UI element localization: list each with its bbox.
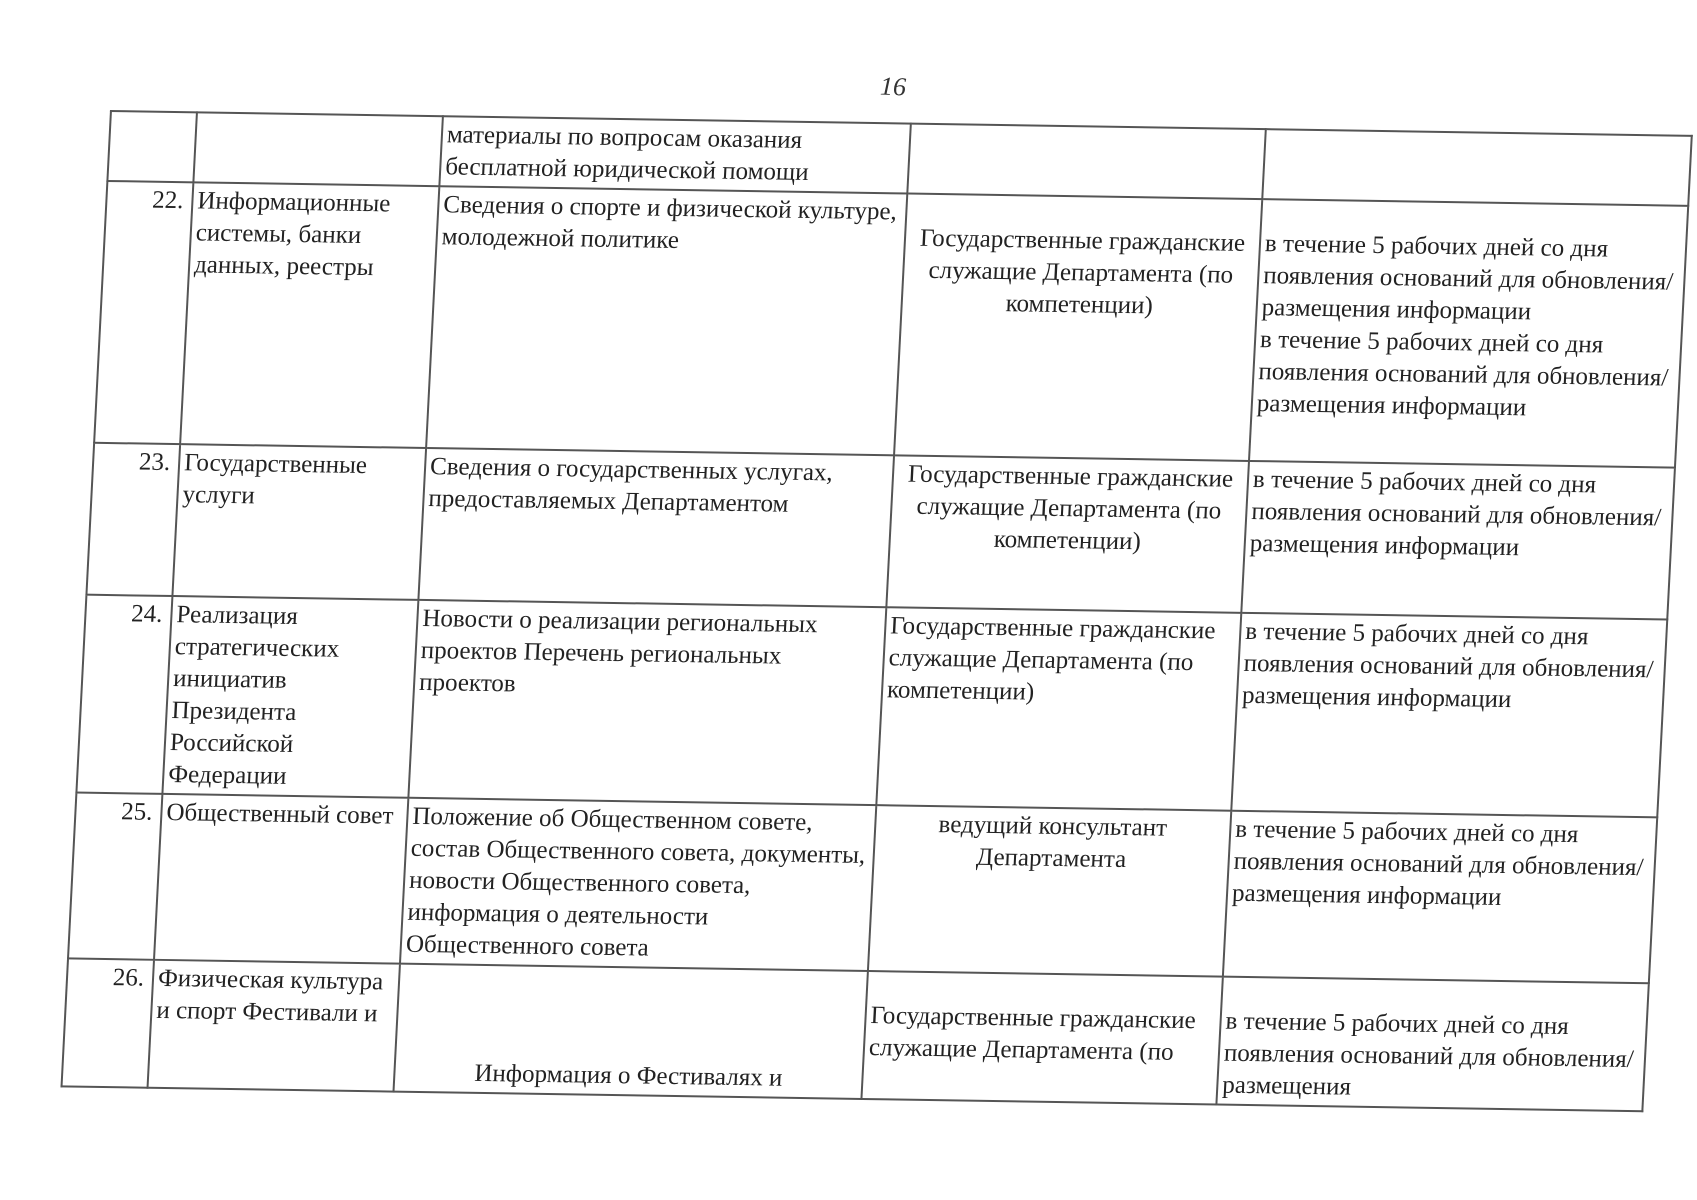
content-line: материалы по вопросам оказания [446, 121, 803, 154]
cell-section: Информационные системы, банки данных, реестры [180, 182, 439, 448]
cell-term [1241, 461, 1675, 620]
cell-responsible: Государственные гражданские служащие Департамента (по компетенции) [876, 607, 1241, 810]
cell-responsible: Государственные гражданские служащие Департамента (по [861, 971, 1222, 1104]
table-row [62, 958, 1649, 1111]
content-line: бесплатной юридической помощи [444, 153, 810, 186]
cell-responsible [907, 124, 1265, 200]
cell-section: Реализация стратегических инициатив Президента Российской Федерации [162, 596, 418, 798]
cell-term [1231, 613, 1667, 818]
page-number: 16 [879, 71, 907, 102]
term-text: в течение 5 рабочих дней со дня появления оснований для обновления/размещения информации [1231, 815, 1645, 911]
document-table [60, 110, 1692, 1112]
cell-section: Физическая культура и спорт Фестивали и [148, 960, 400, 1092]
table-row [68, 793, 1657, 984]
table-row [86, 443, 1674, 620]
cell-number: 22. [94, 181, 193, 444]
term-text: в течение 5 рабочих дней со дня появления оснований для обновления/размещения информации [1261, 230, 1674, 326]
cell-number [107, 111, 197, 182]
cell-number: 24. [76, 595, 172, 794]
cell-term [1216, 977, 1648, 1112]
cell-term [1262, 129, 1691, 206]
term-text: в течение 5 рабочих дней со дня появления оснований для обновления/размещения информации [1256, 326, 1669, 422]
table-sheet [60, 110, 1674, 1119]
term-text: в течение 5 рабочих дней со дня появления оснований для обновления/размещения информации [1249, 466, 1662, 562]
table-row [76, 595, 1667, 818]
cell-content: Новости о реализации региональных проектов Перечень региональных проектов [408, 600, 886, 805]
cell-content: Сведения о спорте и физической культуре, молодежной политике [426, 186, 907, 455]
cell-term [1223, 811, 1657, 984]
cell-section [193, 112, 443, 186]
cell-content [439, 116, 910, 193]
cell-section: Государственные услуги [172, 444, 426, 600]
cell-responsible: Государственные гражданские служащие Департамента (по компетенции) [894, 194, 1262, 461]
cell-number: 26. [62, 958, 154, 1087]
cell-content: Положение об Общественном совете, состав Общественного совета, документы, новости Общественного совета, информация о деятельности Общественного совета [400, 798, 876, 971]
term-text: в течение 5 рабочих дней со дня появления оснований для обновления/размещения [1221, 1007, 1635, 1101]
cell-content: Информация о Фестивалях и [393, 964, 867, 1099]
cell-content: Сведения о государственных услугах, предоставляемых Департаментом [418, 448, 894, 607]
cell-responsible: ведущий консультант Департамента [868, 805, 1231, 976]
cell-number: 23. [86, 443, 180, 596]
cell-section: Общественный совет [154, 794, 408, 964]
cell-responsible: Государственные гражданские служащие Департамента (по компетенции) [886, 455, 1249, 612]
cell-term [1249, 199, 1688, 468]
cell-number: 25. [68, 793, 162, 960]
table-row [94, 181, 1688, 468]
term-text: в течение 5 рабочих дней со дня появления оснований для обновления/размещения информации [1241, 617, 1655, 714]
